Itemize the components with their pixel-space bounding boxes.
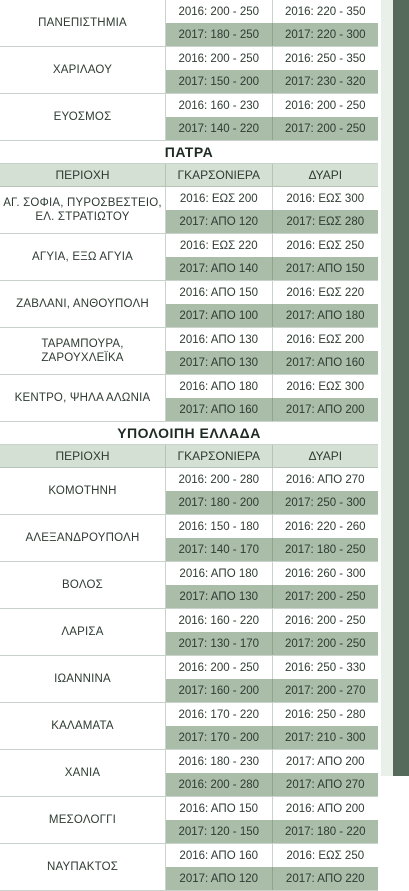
table-row [0,750,378,797]
year-2017-line [166,304,378,327]
price-values [166,328,378,374]
area-name: ΑΛΕΞΑΝΔΡΟΥΠΟΛΗ [0,515,166,561]
area-name: ΠΑΝΕΠΙΣΤΗΜΙΑ [0,0,166,46]
year-2016-line [166,234,378,257]
studio-price-2017: 2017: 180 - 250 [166,23,272,46]
year-2017-line [166,773,378,796]
studio-price-2016: 2016: 200 - 250 [166,47,272,70]
studio-price-2017: 2017: 150 - 200 [166,70,272,93]
two-room-price-2017: 2017: 200 - 250 [272,632,379,655]
year-2017-line [166,351,378,374]
area-name: ΝΑΥΠΑΚΤΟΣ [0,844,166,890]
price-values [166,375,378,421]
table-row [0,281,378,328]
table-row [0,187,378,234]
year-2017-line [166,679,378,702]
year-2016-line [166,797,378,820]
two-room-price-2017: 2017: 210 - 300 [272,726,379,749]
studio-price-2016: 2016: 160 - 220 [166,609,272,632]
area-name: ΤΑΡΑΜΠΟΥΡΑ, ΖΑΡΟΥΧΛΕΪΚΑ [0,328,166,374]
studio-price-2017: 2017: 120 - 150 [166,820,272,843]
studio-price-2016: 2016: 200 - 250 [166,0,272,23]
two-room-price-2016: 2016: ΕΩΣ 200 [272,328,379,351]
studio-price-2017: 2017: ΑΠΟ 130 [166,585,272,608]
table-row [0,375,378,422]
studio-price-2016: 2016: ΕΩΣ 220 [166,234,272,257]
studio-price-2017: 2017: 180 - 200 [166,491,272,514]
year-2017-line [166,867,378,890]
table-row [0,468,378,515]
table-row [0,234,378,281]
year-2017-line [166,820,378,843]
year-2016-line [166,609,378,632]
price-values [166,797,378,843]
price-values [166,0,378,46]
year-2016-line [166,281,378,304]
table-row [0,328,378,375]
two-room-price-2017: 2017: ΑΠΟ 150 [272,257,379,280]
year-2016-line [166,328,378,351]
two-room-price-2016: 2016: ΕΩΣ 250 [272,234,379,257]
price-values [166,468,378,514]
two-room-price-2016: 2016: 250 - 350 [272,47,379,70]
studio-price-2016: 2016: ΑΠΟ 150 [166,797,272,820]
two-room-price-2017: 2017: 180 - 220 [272,820,379,843]
price-values [166,47,378,93]
price-values [166,656,378,702]
table-row [0,47,378,94]
studio-price-2017: 2017: 140 - 170 [166,538,272,561]
area-name: ΧΑΡΙΛΑΟΥ [0,47,166,93]
header-area: ΠΕΡΙΟΧΗ [0,164,166,186]
price-values [166,94,378,140]
year-2016-line [166,750,378,773]
page-edge-bar [393,0,409,776]
studio-price-2016: 2016: ΑΠΟ 180 [166,375,272,398]
header-area: ΠΕΡΙΟΧΗ [0,445,166,467]
studio-price-2017: 2017: ΑΠΟ 130 [166,351,272,374]
area-name: ΒΟΛΟΣ [0,562,166,608]
year-2017-line [166,632,378,655]
two-room-price-2017: 2017: ΑΠΟ 220 [272,867,379,890]
two-room-price-2017: 2017: ΑΠΟ 200 [272,398,379,421]
two-room-price-2017: 2017: 250 - 300 [272,491,379,514]
year-2017-line [166,491,378,514]
column-header-row [0,164,378,187]
studio-price-2017: 2017: ΑΠΟ 140 [166,257,272,280]
year-2016-line [166,656,378,679]
table-row [0,609,378,656]
two-room-price-2017: 2017: ΑΠΟ 180 [272,304,379,327]
year-2017-line [166,398,378,421]
section-title: ΥΠΟΛΟΙΠΗ ΕΛΛΑΔΑ [0,422,378,445]
studio-price-2017: 2017: ΑΠΟ 120 [166,210,272,233]
two-room-price-2016: 2016: ΑΠΟ 200 [272,797,379,820]
column-header-row [0,445,378,468]
table-row [0,797,378,844]
studio-price-2017: 2017: ΑΠΟ 160 [166,398,272,421]
area-name: ΑΓ. ΣΟΦΙΑ, ΠΥΡΟΣΒΕΣΤΕΙΟ, ΕΛ. ΣΤΡΑΤΙΩΤΟΥ [0,187,166,233]
table-row [0,844,378,891]
two-room-price-2017: 2017: 200 - 270 [272,679,379,702]
two-room-price-2016: 2016: ΑΠΟ 270 [272,468,379,491]
two-room-price-2016: 2016: 250 - 280 [272,703,379,726]
area-name: ΚΟΜΟΤΗΝΗ [0,468,166,514]
year-2017-line [166,117,378,140]
studio-price-2017: 2017: 170 - 200 [166,726,272,749]
price-values [166,515,378,561]
table-row [0,94,378,141]
year-2016-line [166,187,378,210]
year-2017-line [166,210,378,233]
studio-price-2016: 2016: ΑΠΟ 180 [166,562,272,585]
two-room-price-2016: 2016: 260 - 300 [272,562,379,585]
price-values [166,750,378,796]
two-room-price-2017: 2017: 220 - 300 [272,23,379,46]
two-room-price-2017: 2017: ΑΠΟ 160 [272,351,379,374]
two-room-price-2017: 2017: ΕΩΣ 280 [272,210,379,233]
area-name: ΑΓΥΙΑ, ΕΞΩ ΑΓΥΙΑ [0,234,166,280]
year-2016-line [166,844,378,867]
year-2017-line [166,726,378,749]
year-2017-line [166,585,378,608]
price-values [166,562,378,608]
area-name: ΚΑΛΑΜΑΤΑ [0,703,166,749]
year-2016-line [166,94,378,117]
year-2017-line [166,23,378,46]
studio-price-2016: 2016: ΕΩΣ 200 [166,187,272,210]
table-row [0,703,378,750]
year-2017-line [166,538,378,561]
two-room-price-2016: 2016: ΕΩΣ 300 [272,187,379,210]
two-room-price-2016: 2016: ΕΩΣ 220 [272,281,379,304]
studio-price-2016: 2016: 160 - 230 [166,94,272,117]
studio-price-2016: 2016: 200 - 250 [166,656,272,679]
two-room-price-2016: 2016: 220 - 260 [272,515,379,538]
studio-price-2016: 2016: ΑΠΟ 160 [166,844,272,867]
area-name: ΛΑΡΙΣΑ [0,609,166,655]
header-two-room: ΔΥΑΡΙ [272,164,379,186]
year-2016-line [166,562,378,585]
year-2016-line [166,515,378,538]
studio-price-2016: 2016: ΑΠΟ 130 [166,328,272,351]
studio-price-2017: 2017: ΑΠΟ 120 [166,867,272,890]
section-title: ΠΑΤΡΑ [0,141,378,164]
table-row [0,515,378,562]
year-2016-line [166,703,378,726]
studio-price-2016: 2016: 150 - 180 [166,515,272,538]
year-2016-line [166,468,378,491]
price-values [166,703,378,749]
two-room-price-2017: 2017: 200 - 250 [272,585,379,608]
header-two-room: ΔΥΑΡΙ [272,445,379,467]
price-values [166,844,378,890]
year-2016-line [166,47,378,70]
two-room-price-2016: 2016: 220 - 350 [272,0,379,23]
price-values [166,609,378,655]
area-name: ΚΕΝΤΡΟ, ΨΗΛΑ ΑΛΩΝΙΑ [0,375,166,421]
two-room-price-2017: 2017: ΑΠΟ 270 [272,773,379,796]
two-room-price-2016: 2017: ΑΠΟ 200 [272,750,379,773]
table-row [0,0,378,47]
year-2017-line [166,257,378,280]
area-name: ΙΩΑΝΝΙΝΑ [0,656,166,702]
header-studio: ΓΚΑΡΣΟΝΙΕΡΑ [177,449,260,463]
two-room-price-2016: 2016: ΕΩΣ 300 [272,375,379,398]
year-2016-line [166,375,378,398]
studio-price-2016: 2016: 200 - 280 [166,468,272,491]
price-values [166,234,378,280]
studio-price-2017: 2017: 130 - 170 [166,632,272,655]
area-name: ΕΥΟΣΜΟΣ [0,94,166,140]
area-name: ΖΑΒΛΑΝΙ, ΑΝΘΟΥΠΟΛΗ [0,281,166,327]
studio-price-2016: 2016: ΑΠΟ 150 [166,281,272,304]
studio-price-2017: 2017: ΑΠΟ 100 [166,304,272,327]
price-values [166,187,378,233]
year-2016-line [166,0,378,23]
studio-price-2017: 2017: 160 - 200 [166,679,272,702]
two-room-price-2017: 2017: 230 - 320 [272,70,379,93]
two-room-price-2017: 2017: 180 - 250 [272,538,379,561]
two-room-price-2016: 2016: ΕΩΣ 250 [272,844,379,867]
studio-price-2016: 2016: 180 - 230 [166,750,272,773]
studio-price-2017: 2017: 140 - 220 [166,117,272,140]
area-name: ΜΕΣΟΛΟΓΓΙ [0,797,166,843]
two-room-price-2016: 2016: 200 - 250 [272,609,379,632]
table-row [0,656,378,703]
two-room-price-2016: 2016: 200 - 250 [272,94,379,117]
header-studio: ΓΚΑΡΣΟΝΙΕΡΑ [177,168,260,182]
table-row [0,562,378,609]
two-room-price-2016: 2016: 250 - 330 [272,656,379,679]
studio-price-2016: 2016: 170 - 220 [166,703,272,726]
studio-price-2017: 2016: 200 - 280 [166,773,272,796]
area-name: ΧΑΝΙΑ [0,750,166,796]
two-room-price-2017: 2017: 200 - 250 [272,117,379,140]
price-values [166,281,378,327]
year-2017-line [166,70,378,93]
